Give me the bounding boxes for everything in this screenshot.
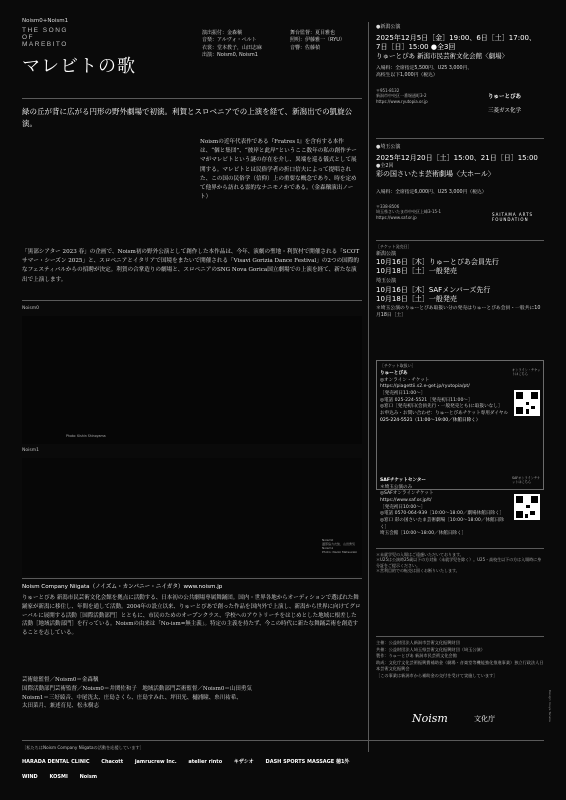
niigata-dates: 2025年12月5日［金］19:00、6日［土］17:00、 7日［日］15:00 ●全3回 りゅーとぴあ 新潟市民芸術文化会館〈劇場〉 [376, 34, 536, 61]
company-text: りゅーとぴあ 新潟市民芸術文化会館を拠点に活動する、日本初の公共劇場専属舞踊団。国内・世界各地からオーディションで選ばれた舞踊家が新潟に移住し、年間を通して活動。2004年の設立以来、りゅーとぴあで創った作品を国内外で上演し、新潟から世界に向けてグローバルに展開する活動［国際活動部門］とともに、市民のためのオープンクラス、学校へのアウトリーチをはじめとした地域に根差した活動［地域活動部門］を行っている。Noismの由来は「No-ism=無主義」。特定の主義を持たず、今この時代に新たな舞踊芸術を創造することを志している。 [22, 595, 361, 637]
tickets-saitama: 10月16日［木］SAFメンバーズ先行 10月18日［土］一般発売 [376, 286, 491, 304]
sponsor-logo: Noism [79, 774, 98, 780]
saitama-label: ●埼玉公演 [376, 144, 401, 150]
sponsor-logo: DASH SPORTS MASSAGE 徳1外 [265, 759, 350, 765]
company-heading: Noism Company Niigata（ノイズム・カンパニー・ニイガタ）www.noism.jp [22, 584, 223, 590]
intro-body-1: Noismの近年代表作である『Fratres I』を含有する本作は、“個と集団”、“彼岸と此岸”というここ数年の私の創作テーマがマレビトという謎の存在を介し、異端を巡る儀式として展開する。マレビトとは民俗学者の折口信夫によって提唱された、この国の民俗学（信仰）上の重要な概念であり、時を定めて他界から訪れる霊的なナニモノかである。（金森穣演出ノート） [200, 139, 357, 201]
sponsor-logo: キザシオ [233, 759, 254, 765]
support-label: ［私たちはNoism Company Niigataの活動を応援しています］ [22, 745, 144, 750]
saitama-address: 〒338-8506 埼玉県さいたま市中央区上峰3-15-1 https://www.saf.or.jp [376, 204, 486, 220]
sponsor-logos [22, 758, 544, 765]
photo-label-noism0: Noism0 [22, 306, 39, 311]
intro-body-2: 「黒部シアター 2023 春」の企画で、Noism初の野外公演として創作した本作品は、今年、演劇の聖地・利賀村で開催される「SCOTサマー・シーズン 2025」と、スロベニアとイタリアで国境をまたいで開催される「Visavi Gorizia Dance Festival」の2つの国際的なフェスティバルからの招聘が決定。利賀の合掌造りの劇場と、スロベニアのSNG Nova Gorica国立劇場での上演を経て、新たな演出で上演します。 [22, 249, 360, 283]
intro-lead: 緑の丘が背に広がる円形の野外劇場で初演。利賀とスロベニアでの上演を経て、新潟出での凱旋公演。 [22, 107, 353, 128]
sponsor-logo: KOSMI [49, 774, 68, 780]
niigata-address: 〒951-8132 新潟市中央区一番堀通町3-2 https://www.ryutopia.or.jp [376, 88, 486, 104]
sponsor-logo: WIND [22, 774, 38, 780]
tickets-label: ［チケット発売日］ [376, 244, 412, 249]
company-members [22, 676, 362, 711]
qr-code-ryutopia[interactable] [514, 390, 540, 416]
online-ticket-url[interactable]: https://piagettii.s2.e-get.jp/ryutopia/pt/ [380, 384, 470, 390]
ryutopia-logo: りゅーとぴあ [488, 94, 522, 100]
members-line-3: 太田菜月、兼述育見、松永樹志 [22, 703, 100, 710]
niigata-label: ●新潟公演 [376, 24, 401, 30]
saitama-url[interactable]: https://www.saf.or.jp [376, 214, 417, 220]
contact-label: ［チケット取扱い］ [380, 363, 416, 368]
qr2-label: SAFオンラインチケットはこちら [512, 476, 541, 485]
saitama-dates: 2025年12月20日［土］15:00、21日［日］15:00 ●全2回 彩の国さいたま芸術劇場〈大ホール〉 [376, 154, 538, 179]
sponsor-logo: HARADA DENTAL CLINIC [22, 759, 90, 765]
tickets-niigata-label: 新潟公演 [376, 251, 397, 257]
niigata-url[interactable]: https://www.ryutopia.or.jp [376, 98, 428, 104]
sponsor-logo: Chacott [101, 759, 124, 765]
noism-logo: Noism [412, 712, 448, 725]
saf-logo: SAITAMA ARTS FOUNDATION [492, 212, 534, 223]
tickets-saitama-label: 埼玉公演 [376, 278, 397, 284]
photo-label-noism1: Noism1 [22, 448, 39, 453]
credits-left: 演出振付：金森穣 音楽：アルヴォ・ペルト 衣裳：堂本教子，山田志麻 出演：Noism0, Noism1 [202, 30, 263, 58]
tickets-note: ＊埼玉公演のりゅーとぴあ取扱い分の発売はりゅーとぴあ会員・一般共に10月18日［土］ [376, 306, 541, 318]
series-label: Noism0+Noism1 [22, 18, 69, 24]
photo-noism1 [22, 458, 362, 576]
sponsor-logo: atelier rinto [188, 759, 223, 765]
niigata-price: 入場料：全席指定5,500円、U25 3,000円、 高校生以下1,000円（税込） [376, 66, 473, 78]
notes: ＊未就学児の入場はご遠慮いただいております。 ＊U25は公演時25歳以下の方対象（未就学児を除く）。U25・高校生以下の方は入場時に身分証をご提示ください。 ＊営利目的での転売は固くお断りいたします。 [376, 552, 542, 574]
photo-credit-top: Photo: Kishin Shinoyama [66, 434, 106, 438]
members-line-1: 国際活動部門芸術監督／Noism0＝井関佐和子 地域活動部門芸術監督／Noism0＝山田勇気 [22, 685, 252, 692]
saitama-price: 入場料：全席指定6,000円、U25 3,000円（税込） [376, 190, 487, 195]
song-title-en: THE SONG OF MAREBITO [22, 27, 68, 48]
photo-credit-bottom: Noism0 頭部協力衣装、山田勇気 Noism1 Photo: Naoki Matsuzaki [322, 538, 358, 555]
credits-right: 舞台監督：夏目雅也 照明：伊藤雅一（RYU） 音響：佐藤楨 [290, 30, 345, 51]
members-line-2: Noism1＝三好綾音、中尾洸太、庄島さくら、庄島すみれ、坪田光、樋浦瞳、糸川祐希、 [22, 694, 242, 701]
artistic-director: 芸術総監督／Noism0＝金森穣 [22, 677, 99, 683]
saf-contact: SAFチケットセンター ＊埼玉公演のみ ◎SAFオンラインチケット https://www.saf.or.jp/t/ ［発売初日10:00〜］ ◎電話 0570-064-939［10:00〜18:00／劇場休館日除く］ ◎窓口 彩の国さいたま芸術劇場［10:00〜18:00／休館日除く］ 埼玉会館［10:00〜18:00／休館日除く］ [380, 478, 510, 538]
photo-noism0 [22, 316, 362, 444]
sponsor-logos-2 [22, 774, 544, 780]
hero-photo [22, 130, 192, 245]
page-title: マレビトの歌 [22, 56, 136, 77]
saf-ticket-url[interactable]: https://www.saf.or.jp/t/ [380, 497, 432, 503]
tickets-niigata: 10月16日［木］りゅーとぴあ会員先行 10月18日［土］一般発売 [376, 258, 499, 276]
sponsor-logo: jamrucrew Inc. [134, 759, 177, 765]
qr1-label: オンライン・チケットはこちら [512, 368, 541, 377]
contact-ryutopia: りゅーとぴあ ◎オンライン・チケット https://piagettii.s2.e-get.jp/ryutopia/pt/ ［発売初日11:00〜］ ◎電話 025-224-5521［発売初日11:00〜］ ◎窓口［発売初日(会員先行・一般発売とも)に取扱いなし］ お申込み・お問い合わせ：りゅーとぴあチケット専用ダイヤル 025-224-5521（11:00〜19:00／休館日除く） [380, 371, 509, 423]
qr-code-saf[interactable] [514, 494, 540, 520]
design-credit: Design: Ikuya Tanaka [548, 690, 553, 722]
mgc-logo: 三菱ガス化学 [488, 108, 522, 114]
bunkacho-logo: 文化庁 [474, 715, 495, 723]
organizers: 主催：公益財団法人新潟市芸術文化振興財団 共催：公益財団法人埼玉県芸術文化振興財団（埼玉公演） 製作：りゅーとぴあ 新潟市民芸術文化会館 助成：文化庁文化芸術振興費補助金（劇場・音楽堂等機能強化推進事業）独立行政法人日本芸術文化振興会 ［この事業は新潟市から補助金の交付を受けて実施しています］ [376, 640, 544, 678]
